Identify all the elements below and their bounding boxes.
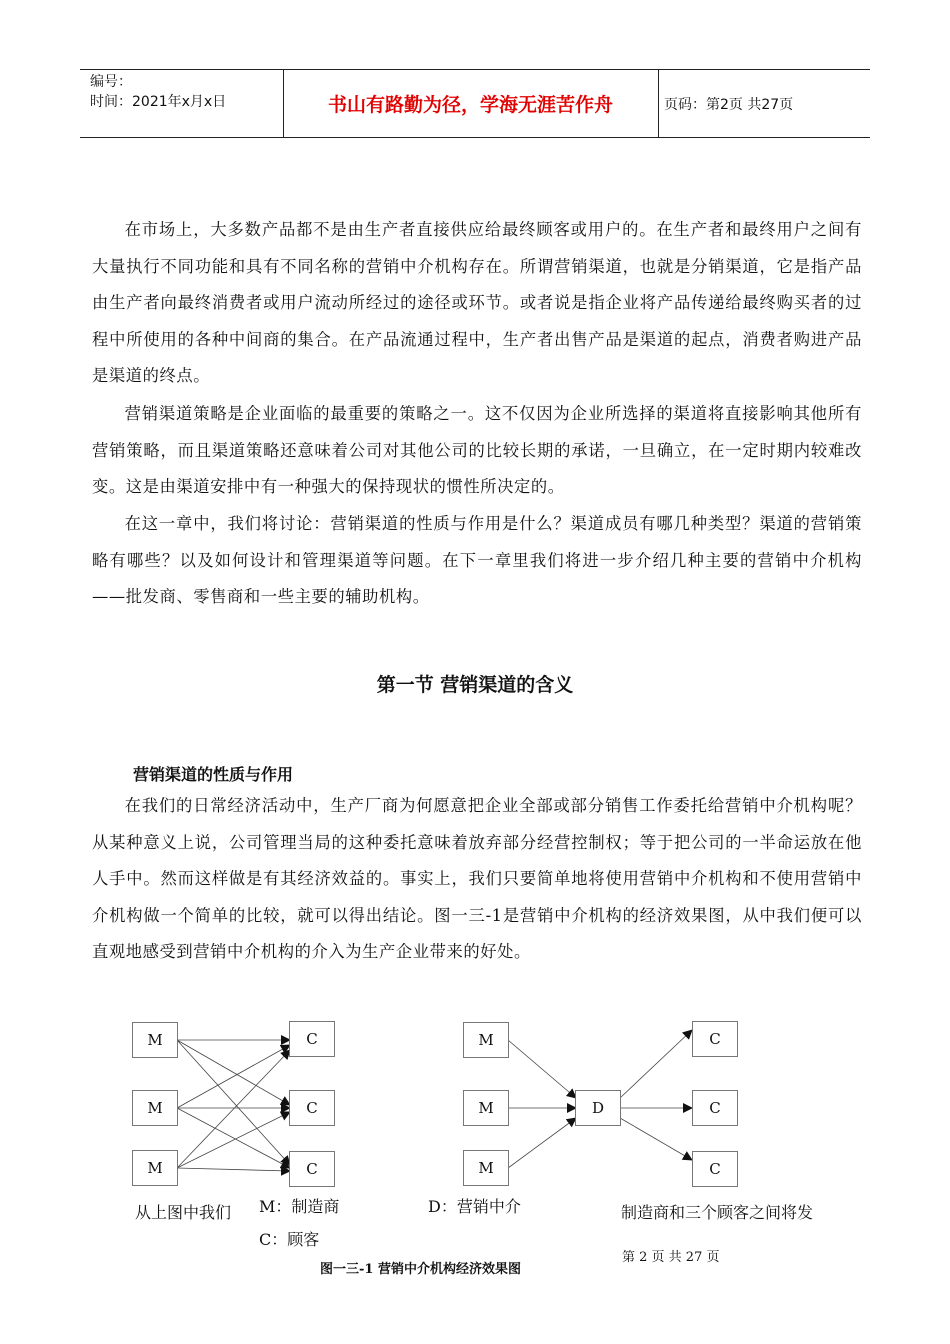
node-c3-left: C — [289, 1151, 335, 1187]
figure-text-from-above: 从上图中我们 — [135, 1203, 232, 1222]
paragraph-3: 在这一章中，我们将讨论：营销渠道的性质与作用是什么？渠道成员有哪几种类型？渠道的营销策略有哪些？以及如何设计和管理渠道等问题。在下一章里我们将进一步介绍几种主要的营销中介机构——批发商、零售商和一些主要的辅助机构。 — [92, 514, 862, 606]
node-c1-right: C — [692, 1021, 738, 1057]
node-c3-right: C — [692, 1151, 738, 1187]
arrow-m1-c2 — [177, 1040, 290, 1105]
time-label: 时间：2021年x月x日 — [90, 94, 227, 110]
code-label: 编号： — [90, 74, 132, 90]
arrow-m1-c3 — [177, 1040, 290, 1165]
paragraph-1: 在市场上，大多数产品都不是由生产者直接供应给最终顾客或用户的。在生产者和最终用户之间有大量执行不同功能和具有不同名称的营销中介机构存在。所谓营销渠道，也就是分销渠道，它是指产品由生产者向最终消费者或用户流动所经过的途径或环节。或者说是指企业将产品传递给最终购买者的过程中所使用的各种中间商的集合。在产品流通过程中，生产者出售产品是渠道的起点，消费者购进产品是渠道的终点。 — [92, 220, 862, 385]
figure-caption: 图一三-1 营销中介机构经济效果图 — [320, 1262, 521, 1277]
node-m1-right: M — [463, 1022, 509, 1058]
arrow-m3-d — [508, 1118, 576, 1168]
arrow-m3-c2 — [177, 1112, 290, 1168]
node-m2-right: M — [463, 1090, 509, 1126]
body-paragraph: 在我们的日常经济活动中，生产厂商为何愿意把企业全部或部分销售工作委托给营销中介机构呢？从某种意义上说，公司管理当局的这种委托意味着放弃部分经营控制权；等于把公司的一半命运放在他人手中。然而这样做是有其经济效益的。事实上，我们只要简单地将使用营销中介机构和不使用营销中介机构做一个简单的比较，就可以得出结论。图一三-1是营销中介机构的经济效果图，从中我们便可以直观地感受到营销中介机构的介入为生产企业带来的好处。 — [92, 796, 862, 961]
node-c2-right: C — [692, 1090, 738, 1126]
figure-text-right: 制造商和三个顾客之间将发 — [621, 1203, 814, 1222]
node-m3-left: M — [132, 1150, 178, 1186]
arrow-d-c1 — [620, 1030, 692, 1098]
node-c1-left: C — [289, 1021, 335, 1057]
legend-c: C：顾客 — [259, 1230, 320, 1249]
page-number-overlay: 第 2 页 共 27 页 — [622, 1250, 720, 1265]
legend-d: D：营销中介 — [428, 1197, 521, 1216]
node-d: D — [575, 1090, 621, 1126]
section-title: 第一节 营销渠道的含义 — [376, 674, 574, 696]
node-m2-left: M — [132, 1090, 178, 1126]
arrow-m1-d — [508, 1040, 576, 1098]
paragraph-2: 营销渠道策略是企业面临的最重要的策略之一。这不仅因为企业所选择的渠道将直接影响其他所有营销策略，而且渠道策略还意味着公司对其他公司的比较长期的承诺，一旦确立，在一定时期内较难改变。这是由渠道安排中有一种强大的保持现状的惯性所决定的。 — [92, 404, 862, 496]
arrow-m2-c1 — [177, 1045, 290, 1108]
arrow-m3-c3 — [177, 1168, 290, 1171]
node-m1-left: M — [132, 1022, 178, 1058]
legend-m: M：制造商 — [259, 1197, 340, 1216]
arrow-d-c3 — [620, 1118, 692, 1160]
node-c2-left: C — [289, 1090, 335, 1126]
arrow-m3-c1 — [177, 1050, 290, 1168]
header-page-label: 页码：第2页 共27页 — [664, 96, 794, 113]
header-motto: 书山有路勤为径，学海无涯苦作舟 — [327, 94, 613, 116]
node-m3-right: M — [463, 1150, 509, 1186]
arrow-m2-c3 — [177, 1108, 290, 1168]
subsection-title: 营销渠道的性质与作用 — [133, 765, 294, 784]
